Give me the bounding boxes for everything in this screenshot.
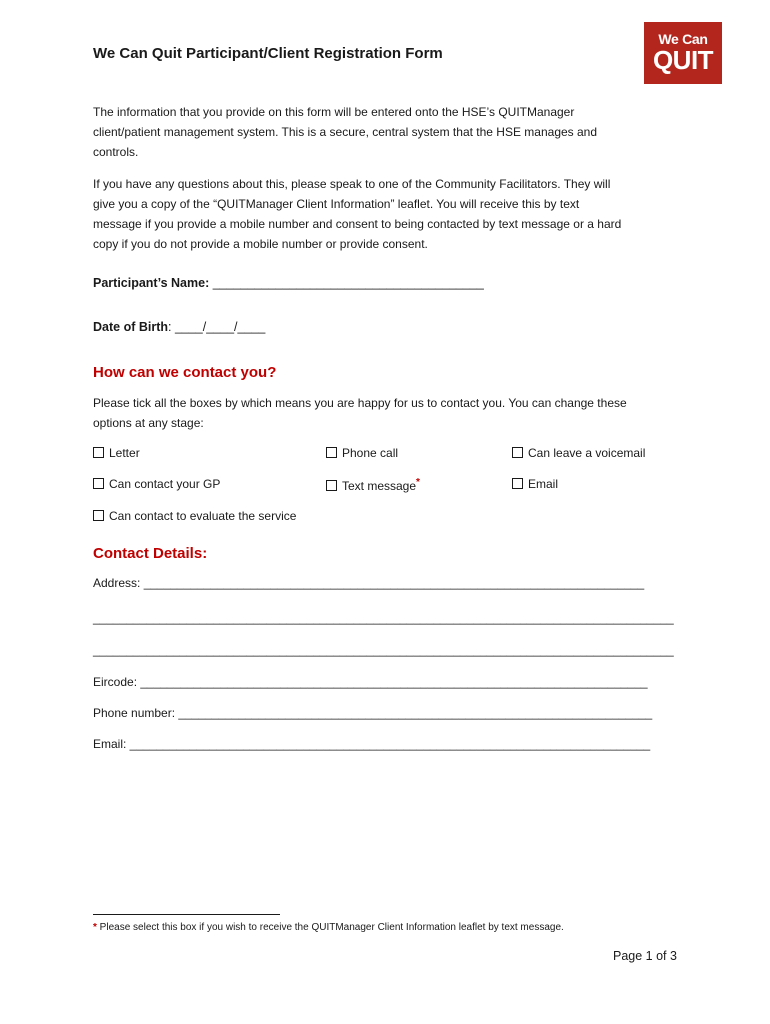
checkbox-gp[interactable] (93, 477, 220, 491)
participant-name-blank[interactable]: _______________________________________ (209, 276, 484, 290)
intro-p2-line3: message if you provide a mobile number and consent to being contacted by text message or a hard (93, 217, 622, 231)
checkbox-text-message-label: Text message (342, 479, 417, 493)
checkbox-letter-label: Letter (109, 446, 140, 460)
page-number: Page 1 of 3 (613, 949, 677, 963)
contact-preferences-heading: How can we contact you? (93, 364, 277, 381)
eircode-field[interactable]: Eircode: ____________________________________________________________________________ (93, 675, 648, 689)
email-field[interactable]: Email: ______________________________________________________________________________ (93, 737, 651, 751)
contact-instructions-line2: options at any stage: (93, 416, 204, 430)
checkbox-voicemail[interactable] (512, 446, 645, 460)
footnote-marker: * (416, 477, 420, 488)
contact-instructions (93, 393, 683, 433)
checkbox-icon[interactable] (512, 447, 523, 458)
checkbox-text-message[interactable] (326, 477, 420, 493)
checkbox-email-label: Email (528, 477, 559, 491)
participant-name-label: Participant’s Name: (93, 276, 210, 290)
checkbox-phone-call-label: Phone call (342, 446, 399, 460)
intro-p1-line3: controls. (93, 145, 139, 159)
participant-name-field[interactable] (93, 276, 484, 290)
logo-line2: QUIT (652, 45, 714, 75)
we-can-quit-logo (644, 22, 722, 84)
checkbox-icon[interactable] (93, 478, 104, 489)
checkbox-gp-label: Can contact your GP (109, 477, 221, 491)
contact-instructions-line1: Please tick all the boxes by which means you are happy for us to contact you. You can change these (93, 396, 627, 410)
checkbox-phone-call[interactable] (326, 446, 398, 460)
checkbox-email[interactable] (512, 477, 558, 491)
date-of-birth-blank[interactable]: : ____/____/____ (168, 320, 266, 334)
address-line-2[interactable]: _______________________________________________________________________________________ (93, 611, 674, 625)
phone-number-field[interactable]: Phone number: _______________________________________________________________________ (93, 706, 653, 720)
checkbox-icon[interactable] (512, 478, 523, 489)
footnote (93, 922, 564, 933)
checkbox-icon[interactable] (326, 447, 337, 458)
footnote-star: * (93, 922, 97, 933)
footnote-divider (93, 914, 280, 915)
intro-p2-line4: copy if you do not provide a mobile number or provide consent. (93, 237, 428, 251)
checkbox-evaluate-service-label: Can contact to evaluate the service (109, 509, 297, 523)
checkbox-icon[interactable] (93, 447, 104, 458)
date-of-birth-field[interactable] (93, 320, 265, 334)
contact-details-heading: Contact Details: (93, 545, 208, 562)
intro-p2-line1: If you have any questions about this, please speak to one of the Community Facilitators. They will (93, 177, 611, 191)
intro-paragraph-1 (93, 102, 683, 162)
address-line-3[interactable]: _______________________________________________________________________________________ (93, 643, 674, 657)
checkbox-letter[interactable] (93, 446, 140, 460)
logo-line1: We Can (658, 31, 708, 47)
date-of-birth-label: Date of Birth (93, 320, 168, 334)
address-field[interactable]: Address: ___________________________________________________________________________ (93, 576, 645, 590)
checkbox-icon[interactable] (93, 510, 104, 521)
footnote-text: Please select this box if you wish to receive the QUITManager Client Information leaflet by text message. (96, 922, 564, 933)
checkbox-evaluate-service[interactable] (93, 509, 296, 523)
intro-p1-line1: The information that you provide on this form will be entered onto the HSE’s QUITManager (93, 105, 575, 119)
intro-p2-line2: give you a copy of the “QUITManager Client Information” leaflet. You will receive this by text (93, 197, 580, 211)
intro-paragraph-2 (93, 174, 683, 254)
intro-p1-line2: client/patient management system. This is a secure, central system that the HSE manages and (93, 125, 598, 139)
checkbox-voicemail-label: Can leave a voicemail (528, 446, 646, 460)
checkbox-icon[interactable] (326, 480, 337, 491)
page-title: We Can Quit Participant/Client Registration Form (93, 45, 443, 62)
